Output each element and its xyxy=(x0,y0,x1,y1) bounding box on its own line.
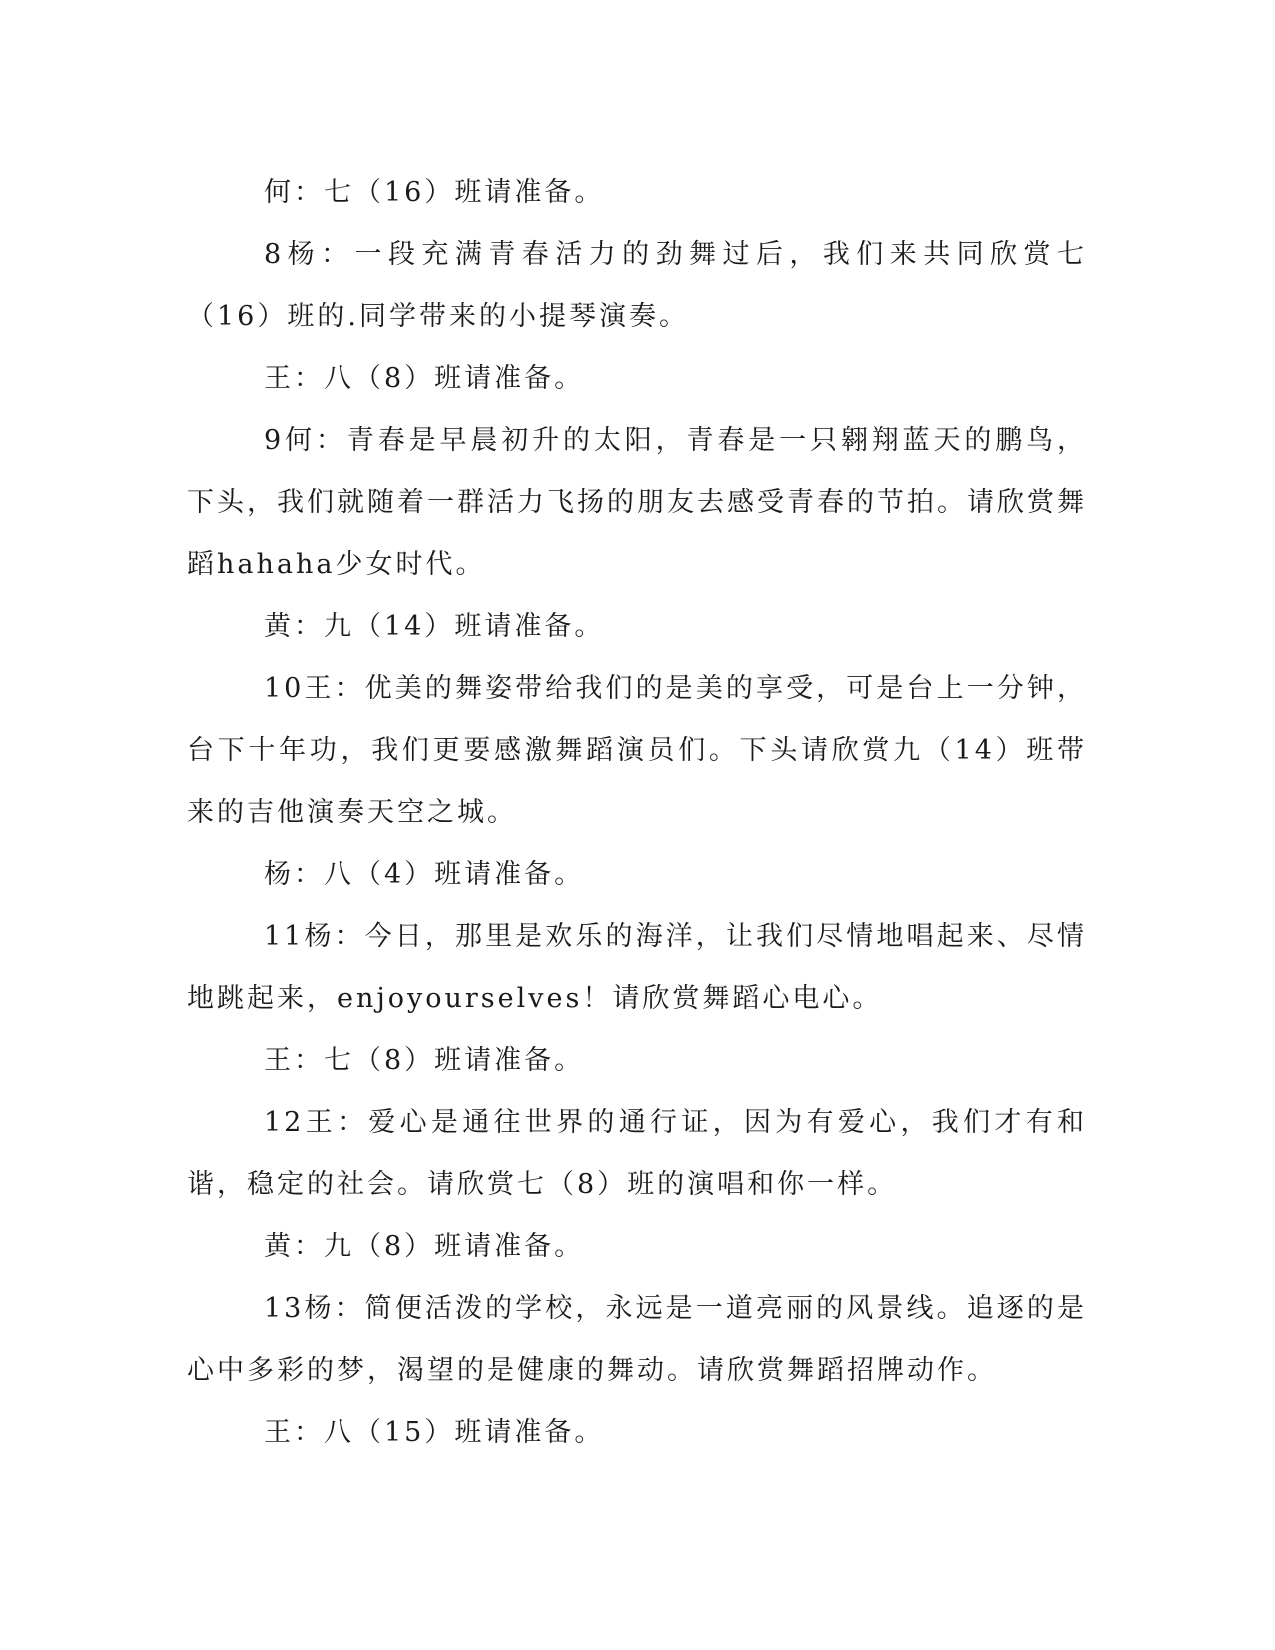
paragraph-7: 杨：八（4）班请准备。 xyxy=(264,859,585,890)
paragraph-2: 8杨：一段充满青春活力的劲舞过后，我们来共同欣赏七（16）班的.同学带来的小提琴演奏。 xyxy=(187,239,1087,332)
paragraph-12: 13杨：简便活泼的学校，永远是一道亮丽的风景线。追逐的是心中多彩的梦，渴望的是健康的舞动。请欣赏舞蹈招牌动作。 xyxy=(187,1293,1087,1386)
paragraph-4: 9何：青春是早晨初升的太阳，青春是一只翱翔蓝天的鹏鸟，下头，我们就随着一群活力飞扬的朋友去感受青春的节拍。请欣赏舞蹈hahaha少女时代。 xyxy=(187,425,1087,580)
paragraph-3: 王：八（8）班请准备。 xyxy=(264,363,585,394)
paragraph-5: 黄：九（14）班请准备。 xyxy=(264,611,605,642)
paragraph-8: 11杨：今日，那里是欢乐的海洋，让我们尽情地唱起来、尽情地跳起来，enjoyourselves！请欣赏舞蹈心电心。 xyxy=(187,921,1087,1014)
document-body xyxy=(187,162,1087,1464)
paragraph-1: 何：七（16）班请准备。 xyxy=(264,177,605,208)
paragraph-6: 10王：优美的舞姿带给我们的是美的享受，可是台上一分钟，台下十年功，我们更要感激舞蹈演员们。下头请欣赏九（14）班带来的吉他演奏天空之城。 xyxy=(187,673,1087,828)
paragraph-10: 12王：爱心是通往世界的通行证，因为有爱心，我们才有和谐，稳定的社会。请欣赏七（8）班的演唱和你一样。 xyxy=(187,1107,1087,1200)
paragraph-13: 王：八（15）班请准备。 xyxy=(264,1417,605,1448)
paragraph-9: 王：七（8）班请准备。 xyxy=(264,1045,585,1076)
paragraph-11: 黄：九（8）班请准备。 xyxy=(264,1231,585,1262)
